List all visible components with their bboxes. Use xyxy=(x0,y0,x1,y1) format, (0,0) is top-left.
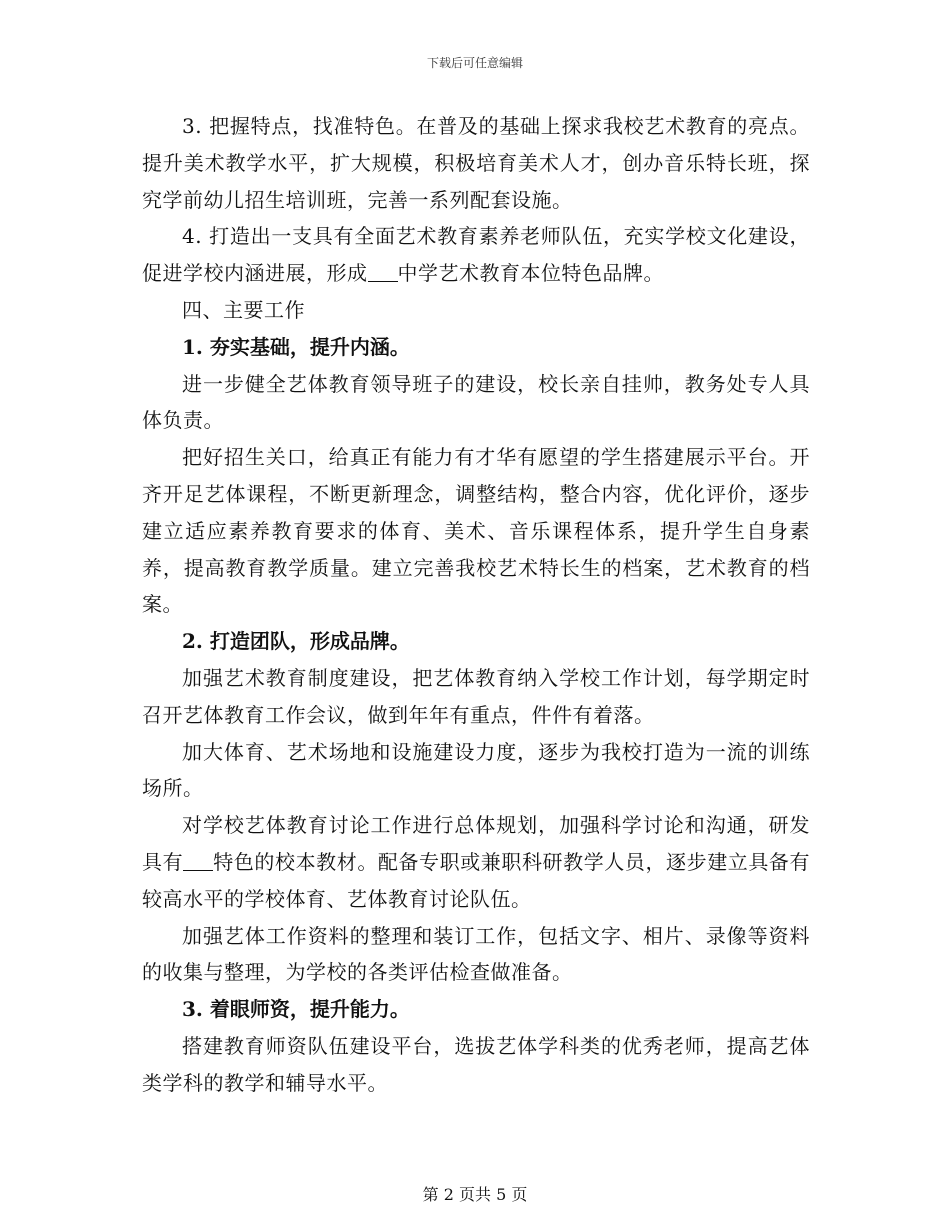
document-body xyxy=(142,108,810,1102)
paragraph-teachers: 搭建教育师资队伍建设平台，选拔艺体学科类的优秀老师，提高艺体类学科的教学和辅导水平。 xyxy=(142,1033,810,1095)
page-footer: 第 2 页共 5 页 xyxy=(422,1185,528,1204)
section-heading-main-work: 四、主要工作 xyxy=(182,297,305,322)
paragraph-leadership: 进一步健全艺体教育领导班子的建设，校长亲自挂帅，教务处专人具体负责。 xyxy=(142,371,810,433)
subheading-3: 3. 着眼师资，提升能力。 xyxy=(182,997,410,1022)
paragraph-system: 加强艺术教育制度建设，把艺体教育纳入学校工作计划，每学期定时召开艺体教育工作会议，做到年年有重点，件件有着落。 xyxy=(142,665,810,727)
paragraph-point-4-part-b: 中学艺术教育本位特色品牌。 xyxy=(397,261,664,286)
blank-underline xyxy=(368,261,398,282)
paragraph-enrollment: 把好招生关口，给真正有能力有才华有愿望的学生搭建展示平台。开齐开足艺体课程，不断更新理念，调整结构，整合内容，优化评价，逐步建立适应素养教育要求的体育、美术、音乐课程体系，提升学生自身素养，提高教育教学质量。建立完善我校艺术特长生的档案，艺术教育的档案。 xyxy=(142,445,810,617)
paragraph-research xyxy=(142,807,810,917)
paragraph-point-4 xyxy=(142,218,810,292)
subheading-1: 1. 夯实基础，提升内涵。 xyxy=(182,334,410,359)
paragraph-point-3: 3. 把握特点，找准特色。在普及的基础上探求我校艺术教育的亮点。提升美术教学水平，扩大规模，积极培育美术人才，创办音乐特长班，探究学前幼儿招生培训班，完善一系列配套设施。 xyxy=(142,114,810,212)
blank-underline xyxy=(183,850,213,871)
paragraph-research-part-a: 对学校艺体教育讨论工作进行总体规划，加强科学讨论和沟通，研发具有 xyxy=(142,813,810,874)
subheading-2: 2. 打造团队，形成品牌。 xyxy=(182,629,410,654)
paragraph-facilities: 加大体育、艺术场地和设施建设力度，逐步为我校打造为一流的训练场所。 xyxy=(142,739,810,801)
page-header: 下载后可任意编辑 xyxy=(426,56,523,70)
paragraph-archives: 加强艺体工作资料的整理和装订工作，包括文字、相片、录像等资料的收集与整理，为学校的各类评估检查做准备。 xyxy=(142,923,810,985)
paragraph-point-4-part-a: 4. 打造出一支具有全面艺术教育素养老师队伍，充实学校文化建设，促进学校内涵进展，形成 xyxy=(142,224,810,286)
paragraph-research-part-b: 特色的校本教材。配备专职或兼职科研教学人员，逐步建立具备有较高水平的学校体育、艺体教育讨论队伍。 xyxy=(142,849,811,911)
